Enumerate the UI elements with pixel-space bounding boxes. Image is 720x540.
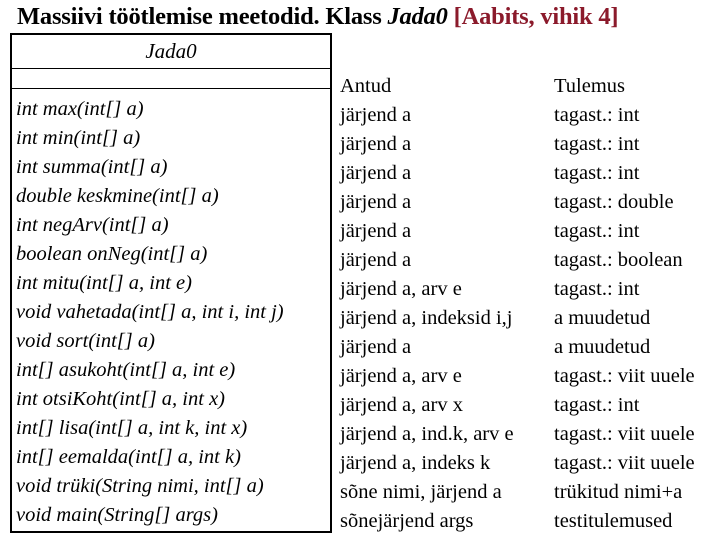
method-signature: int[] asukoht(int[] a, int e) [16, 359, 236, 381]
given-cell: järjend a, indeksid i,j [340, 307, 513, 329]
given-cell: järjend a [340, 220, 412, 242]
given-cell: järjend a, indeks k [340, 452, 491, 474]
given-cell: järjend a [340, 104, 412, 126]
title-reference: [Aabits, vihik 4] [447, 3, 619, 30]
page-title [17, 3, 618, 31]
result-cell: testitulemused [554, 510, 673, 532]
method-signature: int[] eemalda(int[] a, int k) [16, 446, 241, 468]
given-cell: järjend a [340, 162, 412, 184]
given-cell: sõne nimi, järjend a [340, 481, 502, 503]
method-signature: int negArv(int[] a) [16, 214, 169, 236]
given-cell: järjend a [340, 133, 412, 155]
method-signature: void trüki(String nimi, int[] a) [16, 475, 264, 497]
method-signature: void main(String[] args) [16, 504, 218, 526]
title-main: Massiivi töötlemise meetodid. Klass [17, 3, 388, 30]
method-signature: int otsiKoht(int[] a, int x) [16, 388, 225, 410]
given-cell: järjend a [340, 336, 412, 358]
given-cell: järjend a [340, 249, 412, 271]
result-cell: tagast.: int [554, 133, 640, 155]
method-signature: int[] lisa(int[] a, int k, int x) [16, 417, 248, 439]
result-cell: tagast.: double [554, 191, 674, 213]
given-cell: järjend a, arv e [340, 365, 462, 387]
given-header: Antud [340, 75, 392, 97]
uml-divider-bottom [12, 88, 330, 89]
given-cell: järjend a, arv x [340, 394, 463, 416]
uml-class-name: Jada0 [145, 39, 197, 63]
method-signature: double keskmine(int[] a) [16, 185, 219, 207]
method-signature: int summa(int[] a) [16, 156, 168, 178]
title-class-name: Jada0 [387, 3, 448, 30]
method-signature: int max(int[] a) [16, 98, 144, 120]
result-cell: tagast.: viit uuele [554, 452, 695, 474]
result-cell: tagast.: viit uuele [554, 423, 695, 445]
uml-divider-top [12, 68, 330, 69]
given-cell: sõnejärjend args [340, 510, 474, 532]
given-cell: järjend a [340, 191, 412, 213]
method-signature: void vahetada(int[] a, int i, int j) [16, 301, 284, 323]
method-signature: int min(int[] a) [16, 127, 141, 149]
result-cell: tagast.: int [554, 278, 640, 300]
result-cell: tagast.: int [554, 220, 640, 242]
method-signature: int mitu(int[] a, int e) [16, 272, 192, 294]
methods-column [16, 95, 284, 530]
given-cell: järjend a, ind.k, arv e [340, 423, 514, 445]
result-cell: tagast.: int [554, 104, 640, 126]
given-cell: järjend a, arv e [340, 278, 462, 300]
given-column [340, 72, 514, 536]
result-cell: trükitud nimi+a [554, 481, 683, 503]
result-header: Tulemus [554, 75, 626, 97]
result-cell: a muudetud [554, 307, 651, 329]
method-signature: boolean onNeg(int[] a) [16, 243, 208, 265]
method-signature: void sort(int[] a) [16, 330, 155, 352]
result-cell: a muudetud [554, 336, 651, 358]
result-cell: tagast.: int [554, 162, 640, 184]
result-cell: tagast.: boolean [554, 249, 683, 271]
result-cell: tagast.: viit uuele [554, 365, 695, 387]
result-column [554, 72, 695, 536]
result-cell: tagast.: int [554, 394, 640, 416]
